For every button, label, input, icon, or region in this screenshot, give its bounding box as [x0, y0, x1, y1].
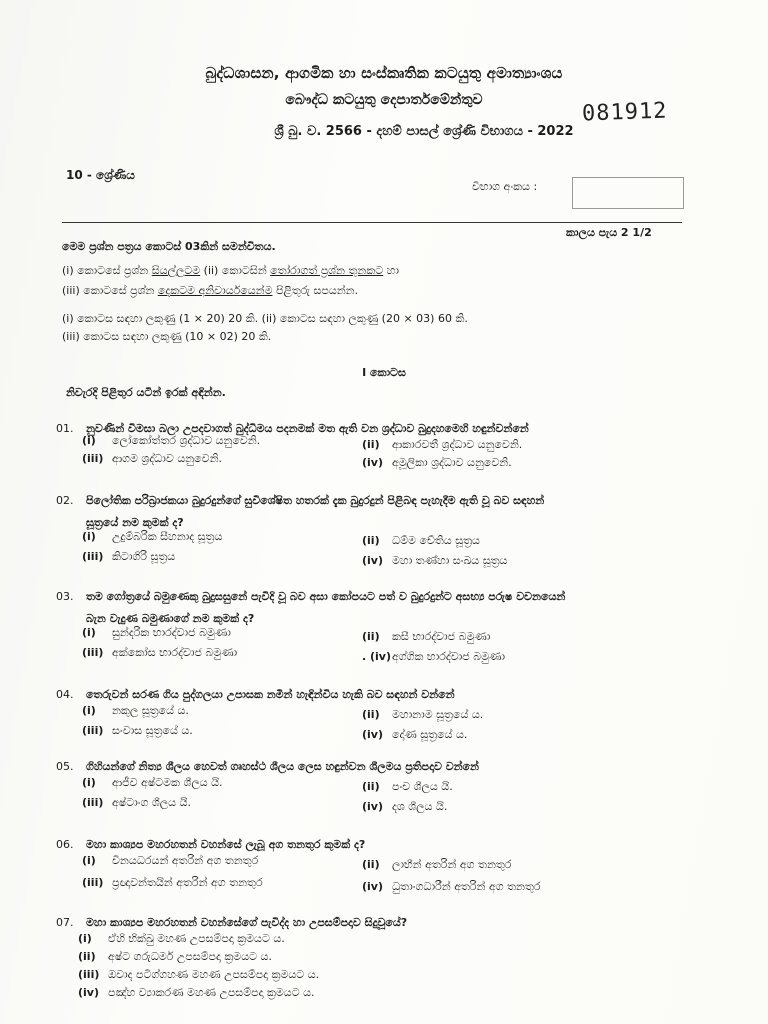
question-text: පිලෝතික පරිබ්‍රාජකයා බුදුරදුන්ගේ සුවිශේෂිත හතරක් දැක බුදුරදුන් පිළිබඳ පැහැදීම ඇති වූ බව සඳහන්	[86, 494, 545, 507]
answer-option[interactable]	[82, 776, 223, 790]
instruction-text: (i) කොටසේ ප්‍රශ්න	[62, 264, 152, 277]
option-number: (i)	[82, 530, 96, 543]
option-number: (ii)	[362, 708, 380, 721]
question-text: මහා කාශ්‍යප මහරහතන් වහන්සේගේ පැවිද්ද හා උපසම්පදාව සිදුවූයේ?	[86, 916, 408, 929]
answer-option[interactable]	[82, 724, 193, 738]
option-text: දශ ශීලය යි.	[392, 800, 448, 813]
option-number: (iii)	[82, 796, 104, 809]
option-text: ඔවාද පටිග්ගහණ මහණ උපසම්පදා ක්‍රමයට ය.	[108, 968, 320, 981]
option-text: කිටාගිරි සූත්‍රය	[112, 550, 176, 563]
question-number: 06.	[56, 838, 74, 851]
option-text: මහානාම සූත්‍රයේ ය.	[392, 708, 484, 721]
instruction-line-1: මෙම ප්‍රශ්න පත්‍රය කොටස් 03කින් සමන්විතය.	[62, 240, 276, 253]
option-number: (iv)	[362, 456, 383, 469]
answer-option[interactable]	[82, 530, 222, 544]
question-number: 05.	[56, 760, 74, 773]
question-text: මහා කාශ්‍යප මහරහතන් වහන්සේ ලැබූ අග තනතුර කුමක් ද?	[86, 838, 366, 851]
option-number: (i)	[82, 776, 96, 789]
option-number: (iv)	[362, 728, 383, 741]
option-text: ආකාරවතී ශ්‍රද්ධාව යනුවෙනි.	[392, 438, 523, 451]
answer-option[interactable]	[362, 858, 511, 872]
instruction-line-3	[62, 284, 358, 298]
option-number: (ii)	[362, 630, 380, 643]
answer-option[interactable]	[362, 456, 512, 470]
answer-option[interactable]	[362, 800, 447, 814]
instruction-emphasis: දෙකටම අනිවාර්යයෙන්ම	[157, 284, 273, 297]
option-number: (ii)	[362, 438, 380, 451]
answer-option[interactable]	[82, 434, 260, 448]
answer-option[interactable]	[78, 986, 315, 1000]
time-allowed: කාලය පැය 2 1/2	[566, 226, 652, 239]
option-text: ආජීව අෂ්ටමක ශීලය යි.	[112, 776, 223, 789]
instruction-text: (iii) කොටසේ ප්‍රශ්න	[62, 284, 158, 297]
option-text: අෂ්ටාංග ශීලය යි.	[112, 796, 191, 809]
instruction-line-2	[62, 264, 399, 278]
marks-line-1: (i) කොටස සඳහා ලකුණු (1 × 20) 20 කි. (ii) කොටස සඳහා ලකුණු (20 × 03) 60 කි.	[62, 312, 468, 325]
grade-label: 10 - ශ්‍රේණිය	[66, 168, 135, 182]
instruction-emphasis: සියල්ලටම	[151, 264, 201, 277]
answer-option[interactable]	[362, 554, 507, 568]
option-number: (iii)	[82, 452, 104, 465]
header-divider	[62, 222, 682, 223]
option-text: සංවාස සූත්‍රයේ ය.	[112, 724, 193, 737]
option-text: ප්‍රඥාවන්තයින් අතරින් අග තනතුර	[112, 876, 263, 889]
question-number: 07.	[56, 916, 74, 929]
option-text: නකුල සූත්‍රයේ ය.	[112, 704, 189, 717]
option-text: කසී භාරද්වාජ බමුණා	[392, 630, 491, 643]
option-text: ධම්ම චේතිය සූත්‍රය	[392, 534, 480, 547]
ministry-heading: බුද්ධශාසන, ආගමික හා සංස්කෘතික කටයුතු අමාත්‍යාංශය	[205, 64, 563, 82]
option-number: (iv)	[362, 554, 383, 567]
question-number: 03.	[56, 590, 74, 603]
option-text: විනයධරයන් අතරින් අග තනතුර	[112, 854, 259, 867]
exam-title: ශ්‍රී බු. ව. 2566 - දහම් පාසල් ශ්‍රේණි විභාගය - 2022	[274, 124, 574, 139]
answer-option[interactable]	[362, 438, 522, 452]
question-text: ගිහියන්ගේ නිත්‍ය ශීලය හෙවත් ගෘහස්ථ ශීලය ලෙස හඳුන්වන ශීලමය ප්‍රතිපදාව වන්නේ	[86, 760, 479, 773]
option-number: (i)	[82, 704, 96, 717]
question-text: නුවණින් විමසා බලා උපදවාගත් බුද්ධිමය පදනමක් මත ඇති වන ශ්‍රද්ධාව බුදුදහමෙහි හඳුන්වන්නේ	[86, 422, 529, 435]
option-text: පංච ශීලය යි.	[392, 780, 453, 793]
index-number-label: විභාග අංකය :	[472, 180, 538, 193]
option-number: (i)	[82, 434, 96, 447]
option-number: . (iv)	[362, 650, 392, 663]
option-text: දෝණ සූත්‍රයේ ය.	[392, 728, 468, 741]
option-number: (iii)	[78, 968, 100, 981]
answer-option[interactable]	[82, 854, 258, 868]
option-text: අග්ගික භාරද්වාජ බමුණා	[392, 650, 505, 663]
answer-option[interactable]	[82, 704, 189, 718]
option-text: ආගම ශ්‍රද්ධාව යනුවෙනි.	[112, 452, 223, 465]
answer-option[interactable]	[82, 646, 237, 660]
answer-option[interactable]	[362, 880, 541, 894]
question-text: තෙරුවන් සරණ ගිය පුද්ගලයා උපාසක නමින් හැඳින්විය හැකි බව සඳහන් වන්නේ	[86, 688, 455, 701]
answer-option[interactable]	[362, 534, 480, 548]
answer-option[interactable]	[82, 550, 175, 564]
option-number: (ii)	[362, 780, 380, 793]
answer-option[interactable]	[362, 728, 467, 742]
question-text: සූත්‍රයේ නම කුමක් ද?	[86, 516, 184, 529]
part-title: I කොටස	[362, 366, 406, 379]
answer-option[interactable]	[78, 950, 272, 964]
option-text: අෂ්ට ගරුධර්ම උපසම්පදා ක්‍රමයට ය.	[108, 950, 272, 963]
instruction-text: හා	[383, 264, 399, 277]
instruction-text: පිළිතුරු සපයන්න.	[272, 284, 359, 297]
marks-line-2: (iii) කොටස සඳහා ලකුණු (10 × 02) 20 කි.	[62, 330, 272, 343]
answer-option[interactable]	[362, 708, 483, 722]
question-number: 04.	[56, 688, 74, 701]
option-number: (ii)	[362, 534, 380, 547]
option-text: මහා තණ්හා සංඛය සූත්‍රය	[392, 554, 508, 567]
instruction-emphasis: තෝරාගත් ප්‍රශ්න තුනකට	[270, 264, 384, 277]
answer-option[interactable]	[82, 626, 231, 640]
question-text: තම ගෝත්‍රයේ බමුණෙකු බුදුසසුනේ පැවිදි වූ බව අසා කෝපයට පත් ව බුදුරදුන්ට අසභ්‍ය පරුෂ වචනයෙන්	[86, 590, 566, 603]
question-text: බැන වැදුණ බමුණාගේ නම කුමක් ද?	[86, 612, 255, 625]
answer-option[interactable]	[78, 968, 319, 982]
answer-option[interactable]	[362, 650, 505, 664]
option-text: ලෝකෝත්තර ශ්‍රද්ධාව යනුවෙනි.	[112, 434, 261, 447]
option-number: (iii)	[82, 550, 104, 563]
question-number: 02.	[56, 494, 74, 507]
option-number: (i)	[78, 932, 92, 945]
answer-option[interactable]	[82, 452, 222, 466]
answer-option[interactable]	[82, 876, 263, 890]
answer-option[interactable]	[362, 780, 453, 794]
answer-option[interactable]	[78, 932, 285, 946]
answer-option[interactable]	[82, 796, 191, 810]
option-number: (iv)	[362, 880, 383, 893]
option-text: උදුම්බරික සීහනාද සූත්‍රය	[112, 530, 223, 543]
answer-option[interactable]	[362, 630, 490, 644]
index-number-box[interactable]	[572, 177, 684, 209]
part-direction: නිවැරදි පිළිතුර යටින් ඉරක් අඳින්න.	[66, 386, 226, 399]
option-number: (iv)	[362, 800, 383, 813]
option-text: අක්කෝස භාරද්වාජ බමුණා	[112, 646, 238, 659]
option-text: පඤ්හ ව්‍යාකරණ මහණ උපසම්පදා ක්‍රමයට ය.	[108, 986, 315, 999]
option-text: ලාභීන් අතරින් අග තනතුර	[392, 858, 512, 871]
option-number: (i)	[82, 854, 96, 867]
option-text: ධුතාංගධාරීන් අතරින් අග තනතුර	[392, 880, 541, 893]
option-number: (ii)	[362, 858, 380, 871]
option-number: (iii)	[82, 876, 104, 889]
department-heading: බෞද්ධ කටයුතු දෙපාර්තමේන්තුව	[285, 92, 483, 108]
question-number: 01.	[56, 422, 74, 435]
option-text: සුන්දරික භාරද්වාජ බමුණා	[112, 626, 231, 639]
option-number: (iii)	[82, 724, 104, 737]
option-text: අමූලිකා ශ්‍රද්ධාව යනුවෙනි.	[392, 456, 512, 469]
instruction-text: (ii) කොටසින්	[200, 264, 271, 277]
option-number: (iii)	[82, 646, 104, 659]
option-number: (ii)	[78, 950, 96, 963]
option-text: ඒහි භික්ඛු මහණ උපසම්පදා ක්‍රමයට ය.	[108, 932, 285, 945]
option-number: (iv)	[78, 986, 99, 999]
serial-number: 081912	[581, 98, 668, 127]
option-number: (i)	[82, 626, 96, 639]
